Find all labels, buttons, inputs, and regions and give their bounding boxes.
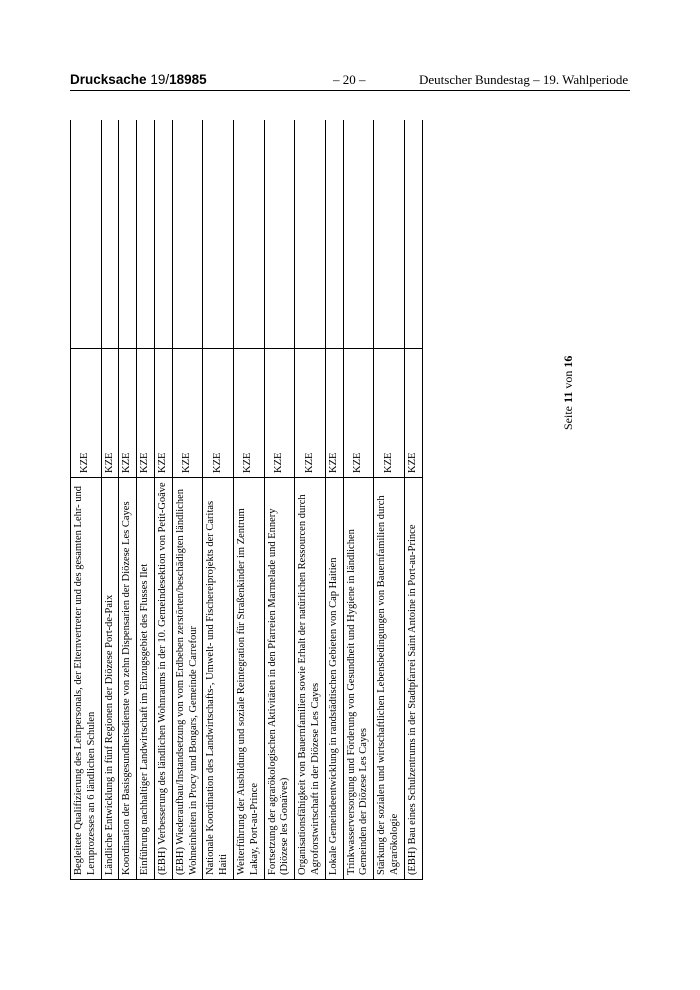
project-title-cell: Fortsetzung der agrarökologischen Aktivitäten in den Pfarreien Marmelade und Ennery (Diözese les Gonaïves) xyxy=(264,478,295,880)
empty-cell xyxy=(119,120,137,349)
project-table-rotated xyxy=(70,120,520,880)
organization-cell: KZE xyxy=(343,349,374,478)
project-title-cell: Lokale Gemeindeentwicklung in randstädtischen Gebieten von Cap Haitien xyxy=(325,478,343,880)
project-title-cell: Trinkwasserversorgung und Förderung von Gesundheit und Hygiene in ländlichen Gemeinden der Diözese Les Cayes xyxy=(343,478,374,880)
project-table-body xyxy=(71,120,423,880)
organization-cell: KZE xyxy=(172,349,203,478)
empty-cell xyxy=(137,120,155,349)
organization-cell: KZE xyxy=(264,349,295,478)
empty-cell xyxy=(325,120,343,349)
page-counter-current: 11 xyxy=(561,391,575,403)
project-title-cell: (EBH) Bau eines Schulzentrums in der Stadtpfarrei Saint Antoine in Port-au-Prince xyxy=(404,478,422,880)
table-row xyxy=(71,120,102,880)
page-counter-prefix: Seite xyxy=(561,406,575,430)
project-title-cell: Ländliche Entwicklung in fünf Regionen der Diözese Port-de-Paix xyxy=(101,478,119,880)
project-title-cell: Koordination der Basisgesundheitsdienste von zehn Dispensarien der Diözese Les Cayes xyxy=(119,478,137,880)
table-row xyxy=(119,120,137,880)
organization-cell: KZE xyxy=(71,349,102,478)
doc-number-plain: 19/ xyxy=(150,72,170,87)
page-footer xyxy=(561,355,575,431)
project-title-cell: Organisationsfähigkeit von Bauernfamilien sowie Erhalt der natürlichen Ressourcen durch Agroforstwirtschaft in der Diözese Les Cayes xyxy=(295,478,326,880)
project-title-cell: (EBH) Wiederaufbau/Instandsetzung von vom Erdbeben zerstörten/beschädigten ländlichen Wohneinheiten in Procy und Bongars, Gemeinde Carrefour xyxy=(172,478,203,880)
empty-cell xyxy=(101,120,119,349)
table-row xyxy=(295,120,326,880)
table-row xyxy=(203,120,234,880)
parliament-period: Deutscher Bundestag – 19. Wahlperiode xyxy=(419,72,629,87)
organization-cell: KZE xyxy=(203,349,234,478)
empty-cell xyxy=(374,120,405,349)
table-row xyxy=(343,120,374,880)
organization-cell: KZE xyxy=(101,349,119,478)
empty-cell xyxy=(233,120,264,349)
project-title-cell: (EBH) Verbesserung des ländlichen Wohnraums in der 10. Gemeindesektion von Petit-Goâve xyxy=(154,478,172,880)
doc-number-bold: 18985 xyxy=(169,72,207,87)
empty-cell xyxy=(203,120,234,349)
empty-cell xyxy=(154,120,172,349)
project-table xyxy=(70,120,423,880)
organization-cell: KZE xyxy=(119,349,137,478)
organization-cell: KZE xyxy=(233,349,264,478)
project-table-region xyxy=(70,120,520,880)
organization-cell: KZE xyxy=(325,349,343,478)
empty-cell xyxy=(404,120,422,349)
table-row xyxy=(374,120,405,880)
table-row xyxy=(172,120,203,880)
table-row xyxy=(404,120,422,880)
header-rule xyxy=(70,90,630,91)
project-title-cell: Weiterführung der Ausbildung und soziale Reintegration für Straßenkinder im Zentrum Lakay, Port-au-Prince xyxy=(233,478,264,880)
project-title-cell: Nationale Koordination des Landwirtschafts-, Umwelt- und Fischereiprojekts der Caritas Haiti xyxy=(203,478,234,880)
project-title-cell: Stärkung der sozialen und wirtschaftlichen Lebensbedingungen von Bauernfamilien durch Agrarökologie xyxy=(374,478,405,880)
organization-cell: KZE xyxy=(137,349,155,478)
table-row xyxy=(325,120,343,880)
document-number xyxy=(70,72,207,87)
organization-cell: KZE xyxy=(374,349,405,478)
page-marker: – 20 – xyxy=(333,72,366,87)
organization-cell: KZE xyxy=(295,349,326,478)
table-row xyxy=(101,120,119,880)
organization-cell: KZE xyxy=(154,349,172,478)
project-title-cell: Begleitete Qualifizierung des Lehrpersonals, der Elternvertreter und des gesamten Lehr- und Lernprozesses an 6 ländlichen Schulen xyxy=(71,478,102,880)
project-title-cell: Einführung nachhaltiger Landwirtschaft im Einzugsgebiet des Flusses Ilet xyxy=(137,478,155,880)
table-row xyxy=(233,120,264,880)
empty-cell xyxy=(71,120,102,349)
organization-cell: KZE xyxy=(404,349,422,478)
table-row xyxy=(154,120,172,880)
page-counter-total: 16 xyxy=(561,355,575,368)
empty-cell xyxy=(172,120,203,349)
page-counter xyxy=(561,356,576,430)
table-row xyxy=(264,120,295,880)
table-row xyxy=(137,120,155,880)
empty-cell xyxy=(264,120,295,349)
empty-cell xyxy=(295,120,326,349)
empty-cell xyxy=(343,120,374,349)
doc-label: Drucksache xyxy=(70,72,147,87)
page-counter-middle: von xyxy=(561,370,575,389)
